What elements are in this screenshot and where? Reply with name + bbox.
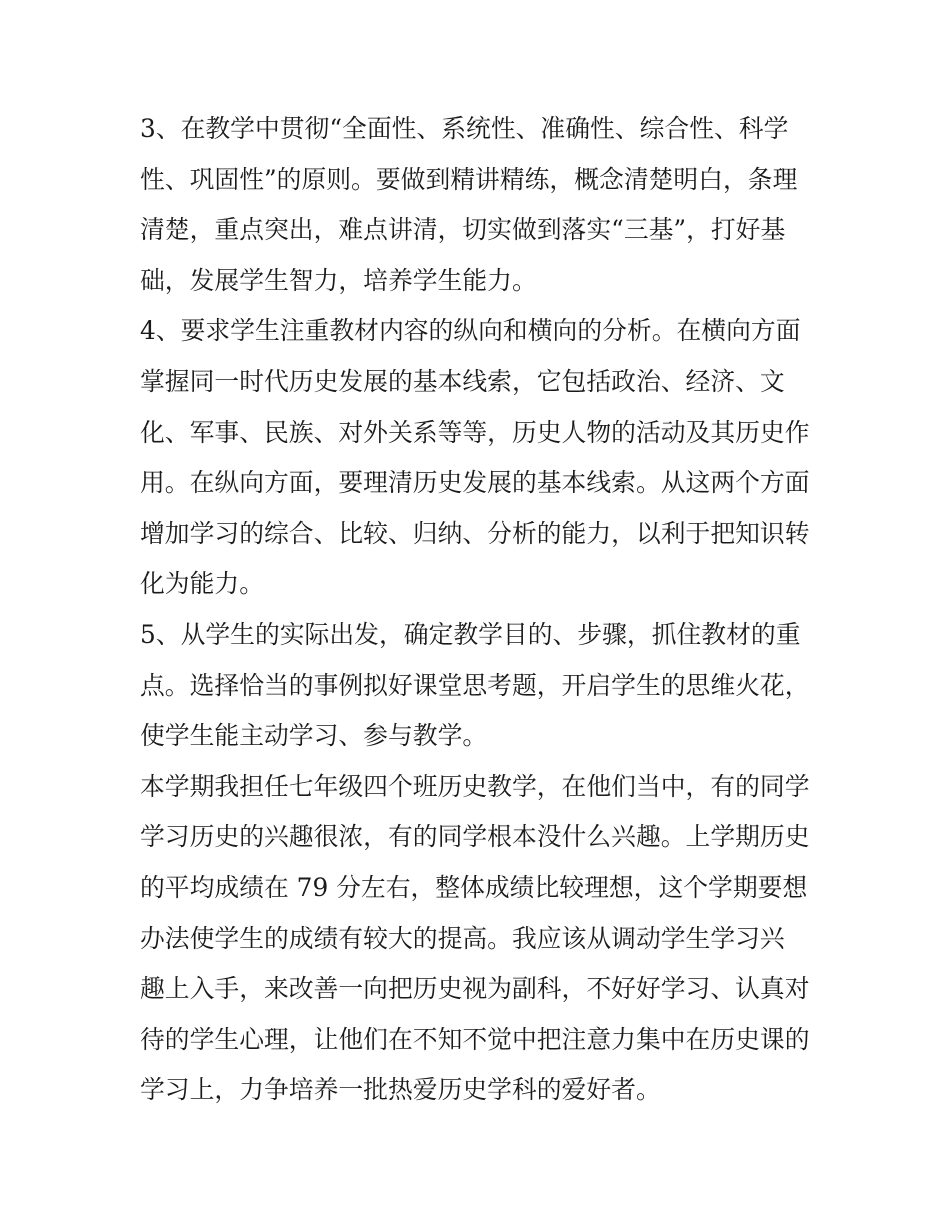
text-line: 趣上入手，来改善一向把历史视为副科，不好好学习、认真对 [140, 974, 810, 1004]
text-line: 4、要求学生注重教材内容的纵向和横向的分析。在横向方面 [140, 316, 801, 346]
document-body [140, 104, 820, 1116]
text-line: 化为能力。 [140, 569, 264, 599]
text-line: 化、军事、民族、对外关系等等，历史人物的活动及其历史作 [140, 417, 810, 447]
text-line: 本学期我担任七年级四个班历史教学，在他们当中，有的同学 [140, 771, 810, 801]
text-line: 增加学习的综合、比较、归纳、分析的能力，以利于把知识转 [140, 518, 810, 548]
text-line: 用。在纵向方面，要理清历史发展的基本线索。从这两个方面 [140, 468, 810, 498]
text-line: 5、从学生的实际出发，确定教学目的、步骤，抓住教材的重 [140, 619, 801, 649]
text-line: 的平均成绩在 79 分左右，整体成绩比较理想，这个学期要想 [140, 872, 808, 902]
text-line: 础，发展学生智力，培养学生能力。 [140, 265, 537, 295]
text-line: 学习上，力争培养一批热爱历史学科的爱好者。 [140, 1075, 661, 1105]
text-line: 点。选择恰当的事例拟好课堂思考题，开启学生的思维火花， [140, 670, 810, 700]
text-line: 清楚，重点突出，难点讲清，切实做到落实“三基”，打好基 [140, 215, 786, 245]
text-line: 学习历史的兴趣很浓，有的同学根本没什么兴趣。上学期历史 [140, 822, 810, 852]
text-line: 性、巩固性”的原则。要做到精讲精练，概念清楚明白，条理 [140, 164, 798, 194]
text-line: 3、在教学中贯彻“全面性、系统性、准确性、综合性、科学 [140, 114, 789, 143]
text-line: 掌握同一时代历史发展的基本线索，它包括政治、经济、文 [140, 366, 785, 396]
text-line: 办法使学生的成绩有较大的提高。我应该从调动学生学习兴 [140, 923, 785, 953]
text-line: 待的学生心理，让他们在不知不觉中把注意力集中在历史课的 [140, 1024, 810, 1054]
text-line: 使学生能主动学习、参与教学。 [140, 721, 488, 751]
